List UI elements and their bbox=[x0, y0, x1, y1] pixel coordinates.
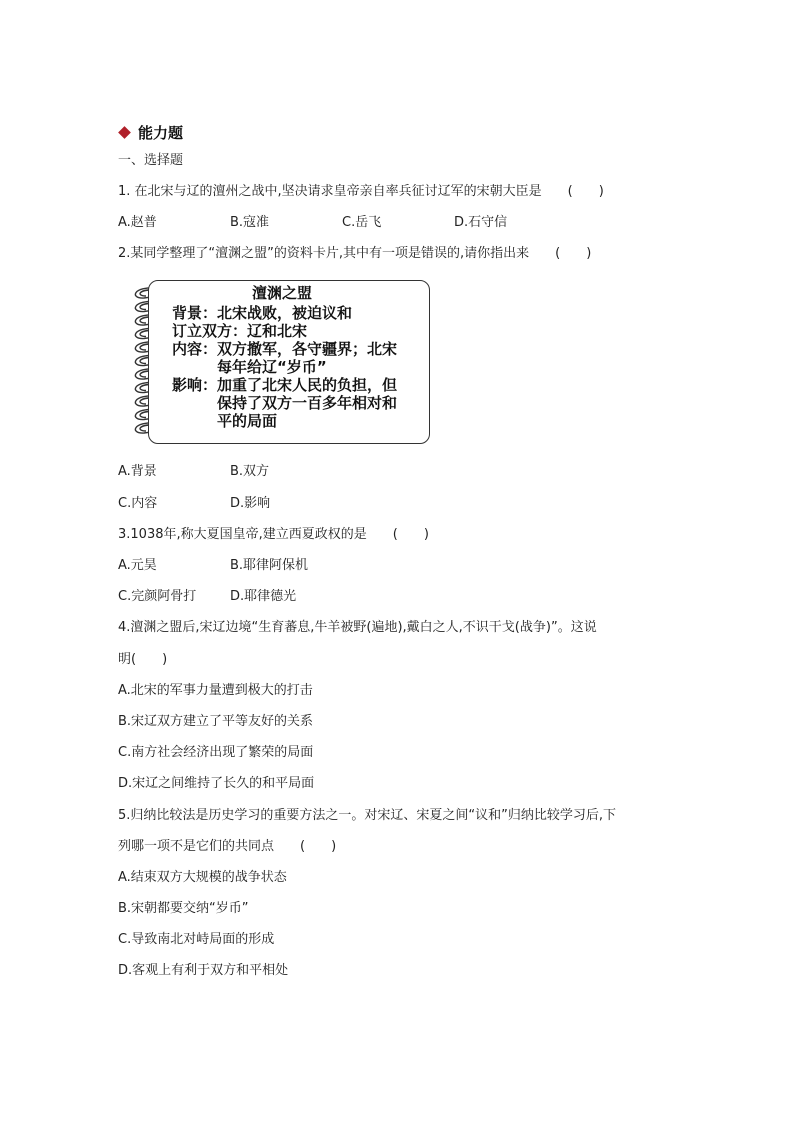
q5-option-d: D.客观上有利于双方和平相处 bbox=[118, 963, 289, 978]
q1-option-c: C.岳飞 bbox=[342, 215, 382, 230]
answer-paren: ( ) bbox=[555, 246, 592, 261]
section-title bbox=[120, 122, 183, 143]
section-title-text: 能力题 bbox=[138, 124, 184, 142]
card-row-parties: 订立双方： 辽和北宋 bbox=[172, 322, 308, 340]
card-row-impact: 影响： 加重了北宋人民的负担，但 保持了双方一百多年相对和 平的局面 bbox=[172, 376, 398, 430]
q5-option-a: A.结束双方大规模的战争状态 bbox=[118, 870, 287, 885]
section-subtitle: 一、选择题 bbox=[118, 153, 184, 168]
answer-paren: ( ) bbox=[300, 839, 337, 854]
info-card bbox=[128, 278, 432, 446]
q2-option-d: D.影响 bbox=[230, 496, 271, 511]
q4-option-b: B.宋辽双方建立了平等友好的关系 bbox=[118, 714, 314, 729]
q4-option-c: C.南方社会经济出现了繁荣的局面 bbox=[118, 745, 314, 760]
q1-option-a: A.赵普 bbox=[118, 215, 157, 230]
q4-option-a: A.北宋的军事力量遭到极大的打击 bbox=[118, 683, 313, 698]
q3-option-a: A.元昊 bbox=[118, 558, 157, 573]
card-row-background: 背景： 北宋战败，被迫议和 bbox=[172, 304, 353, 322]
card-content bbox=[172, 284, 432, 430]
answer-paren: ( ) bbox=[392, 527, 429, 542]
question-5-stem-cont: 列哪一项不是它们的共同点 ( ) bbox=[118, 839, 337, 854]
question-1-stem: 1. 在北宋与辽的澶州之战中,坚决请求皇帝亲自率兵征讨辽军的宋朝大臣是 ( ) bbox=[118, 184, 604, 199]
answer-paren: ( ) bbox=[567, 184, 604, 199]
q5-option-b: B.宋朝都要交纳“岁币” bbox=[118, 901, 249, 916]
q1-option-b: B.寇准 bbox=[230, 215, 270, 230]
q1-option-d: D.石守信 bbox=[454, 215, 508, 230]
question-4-stem-cont: 明( ) bbox=[118, 652, 168, 667]
q2-option-a: A.背景 bbox=[118, 464, 157, 479]
question-2-stem: 2.某同学整理了“澶渊之盟”的资料卡片,其中有一项是错误的,请你指出来 ( ) bbox=[118, 246, 592, 261]
card-title: 澶渊之盟 bbox=[251, 284, 312, 302]
q3-option-b: B.耶律阿保机 bbox=[230, 558, 309, 573]
q4-option-d: D.宋辽之间维持了长久的和平局面 bbox=[118, 776, 315, 791]
question-4-stem: 4.澶渊之盟后,宋辽边境“生育蕃息,牛羊被野(遍地),戴白之人,不识干戈(战争)”。这说 bbox=[118, 620, 597, 635]
question-5-stem: 5.归纳比较法是历史学习的重要方法之一。对宋辽、宋夏之间“议和”归纳比较学习后,下 bbox=[118, 808, 617, 823]
q2-option-c: C.内容 bbox=[118, 496, 158, 511]
q3-option-d: D.耶律德光 bbox=[230, 589, 297, 604]
q2-option-b: B.双方 bbox=[230, 464, 270, 479]
question-3-stem: 3.1038年,称大夏国皇帝,建立西夏政权的是 ( ) bbox=[118, 527, 429, 542]
q5-option-c: C.导致南北对峙局面的形成 bbox=[118, 932, 275, 947]
q3-option-c: C.完颜阿骨打 bbox=[118, 589, 197, 604]
diamond-bullet-icon bbox=[118, 126, 131, 139]
card-row-content: 内容： 双方撤军，各守疆界；北宋 每年给辽“岁币” bbox=[172, 340, 398, 376]
